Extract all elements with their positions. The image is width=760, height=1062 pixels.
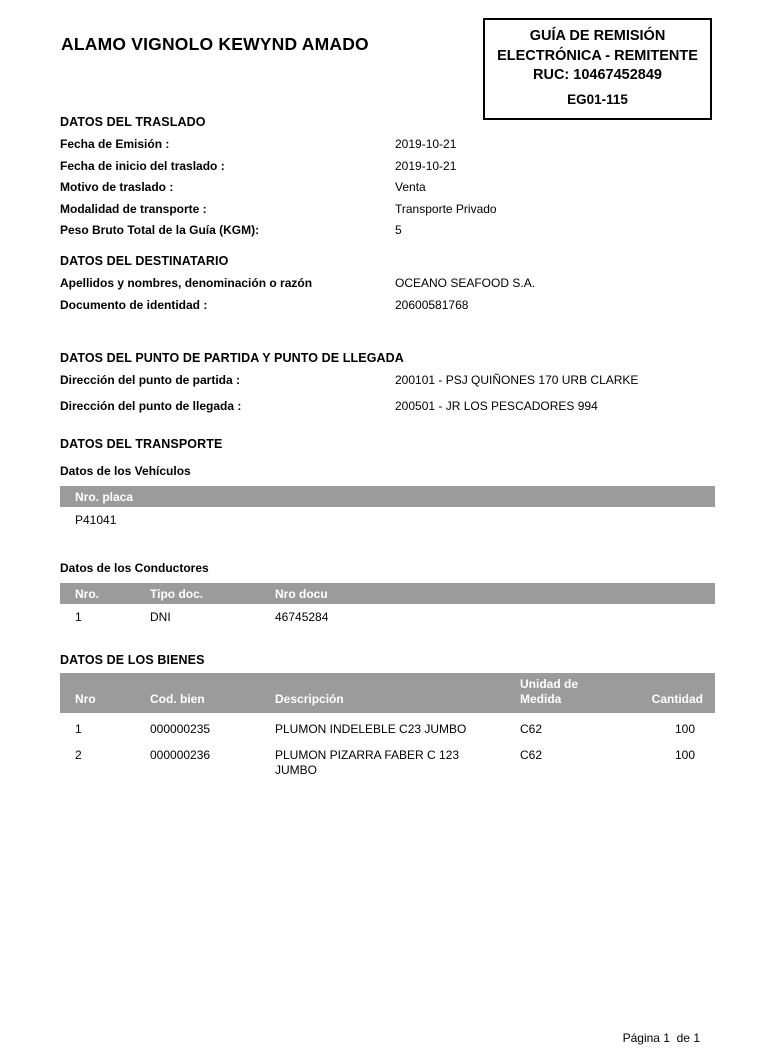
section-title-destinatario: DATOS DEL DESTINATARIO	[60, 254, 229, 268]
traslado-fields	[60, 137, 715, 245]
table-header-row	[60, 673, 715, 713]
field-row	[60, 180, 715, 202]
cell-descripcion: PLUMON INDELEBLE C23 JUMBO	[275, 722, 467, 736]
doc-ruc: RUC: 10467452849	[533, 67, 662, 83]
column-header-cantidad: Cantidad	[615, 673, 715, 713]
field-label: Documento de identidad :	[60, 297, 208, 312]
column-header-nro: Nro.	[60, 583, 150, 604]
table-header-row	[60, 583, 715, 604]
field-label: Apellidos y nombres, denominación o razón	[60, 276, 313, 290]
section-title-transporte: DATOS DEL TRANSPORTE	[60, 437, 223, 451]
vehicles-table	[60, 486, 715, 527]
subtitle-vehiculos: Datos de los Vehículos	[60, 464, 191, 478]
column-header-descripcion: Descripción	[275, 673, 520, 713]
field-value: 200501 - JR LOS PESCADORES 994	[395, 399, 598, 413]
puntos-fields	[60, 373, 715, 425]
cell-placa: P41041	[75, 513, 117, 527]
company-name: ALAMO VIGNOLO KEWYND AMADO	[61, 34, 369, 54]
cell-nro: 2	[75, 748, 82, 762]
cell-cantidad: 100	[674, 722, 695, 736]
field-row	[60, 373, 715, 399]
field-value: 200101 - PSJ QUIÑONES 170 URB CLARKE	[395, 373, 639, 387]
cell-nro-docu: 46745284	[275, 610, 329, 624]
field-row	[60, 276, 715, 298]
destinatario-fields	[60, 276, 715, 319]
section-title-bienes: DATOS DE LOS BIENES	[60, 653, 205, 667]
section-transporte	[60, 437, 715, 527]
field-value: 2019-10-21	[395, 158, 457, 173]
drivers-table	[60, 583, 715, 624]
column-header-placa: Nro. placa	[60, 486, 715, 507]
field-value: Venta	[395, 180, 426, 194]
column-header-tipo-doc: Tipo doc.	[150, 583, 275, 604]
field-label: Motivo de traslado :	[60, 180, 174, 194]
section-title-traslado: DATOS DEL TRASLADO	[60, 115, 206, 129]
doc-title-line1: GUÍA DE REMISIÓN	[529, 28, 666, 44]
field-value: 2019-10-21	[395, 137, 457, 151]
subtitle-conductores: Datos de los Conductores	[60, 561, 209, 575]
field-row	[60, 399, 715, 425]
table-row	[60, 739, 715, 780]
cell-unidad-medida: C62	[520, 748, 543, 762]
cell-tipo-doc: DNI	[150, 610, 171, 624]
field-row	[60, 159, 715, 181]
column-header-nro: Nro	[60, 673, 150, 713]
cell-cantidad: 100	[674, 748, 695, 762]
field-label: Peso Bruto Total de la Guía (KGM):	[60, 223, 260, 237]
table-row	[60, 713, 715, 739]
cell-unidad-medida: C62	[520, 722, 543, 736]
table-header-row	[60, 486, 715, 507]
document-type-box	[483, 18, 712, 120]
field-row	[60, 137, 715, 159]
cell-cod-bien: 000000236	[150, 748, 211, 762]
field-label: Dirección del punto de llegada :	[60, 399, 242, 413]
field-row	[60, 223, 715, 245]
field-value: Transporte Privado	[395, 201, 497, 216]
field-label: Fecha de inicio del traslado :	[60, 158, 225, 173]
field-value: 5	[395, 223, 402, 237]
field-label: Modalidad de transporte :	[60, 201, 207, 216]
table-row	[60, 507, 715, 527]
cell-descripcion: PLUMON PIZARRA FABER C 123 JUMBO	[275, 748, 460, 777]
section-traslado	[60, 115, 715, 245]
table-row	[60, 604, 715, 624]
field-label: Dirección del punto de partida :	[60, 373, 241, 387]
cell-nro: 1	[75, 722, 82, 736]
goods-table	[60, 673, 715, 780]
field-label: Fecha de Emisión :	[60, 137, 170, 151]
doc-series-number: EG01-115	[567, 91, 628, 107]
cell-cod-bien: 000000235	[150, 722, 211, 736]
doc-title-line2: ELECTRÓNICA - REMITENTE	[497, 47, 698, 64]
column-header-cod-bien: Cod. bien	[150, 673, 275, 713]
field-value: OCEANO SEAFOOD S.A.	[395, 276, 536, 290]
column-header-unidad-medida: Unidad de Medida	[520, 673, 615, 713]
section-puntos	[60, 351, 715, 425]
section-title-puntos: DATOS DEL PUNTO DE PARTIDA Y PUNTO DE LLEGADA	[60, 351, 404, 365]
column-header-nro-docu: Nro docu	[275, 583, 715, 604]
field-row	[60, 202, 715, 224]
section-destinatario	[60, 254, 715, 319]
section-bienes	[60, 653, 715, 780]
cell-nro: 1	[75, 610, 82, 624]
field-row	[60, 298, 715, 320]
page-number: Página 1 de 1	[622, 1031, 700, 1045]
field-value: 20600581768	[395, 297, 469, 312]
section-conductores	[60, 561, 715, 624]
